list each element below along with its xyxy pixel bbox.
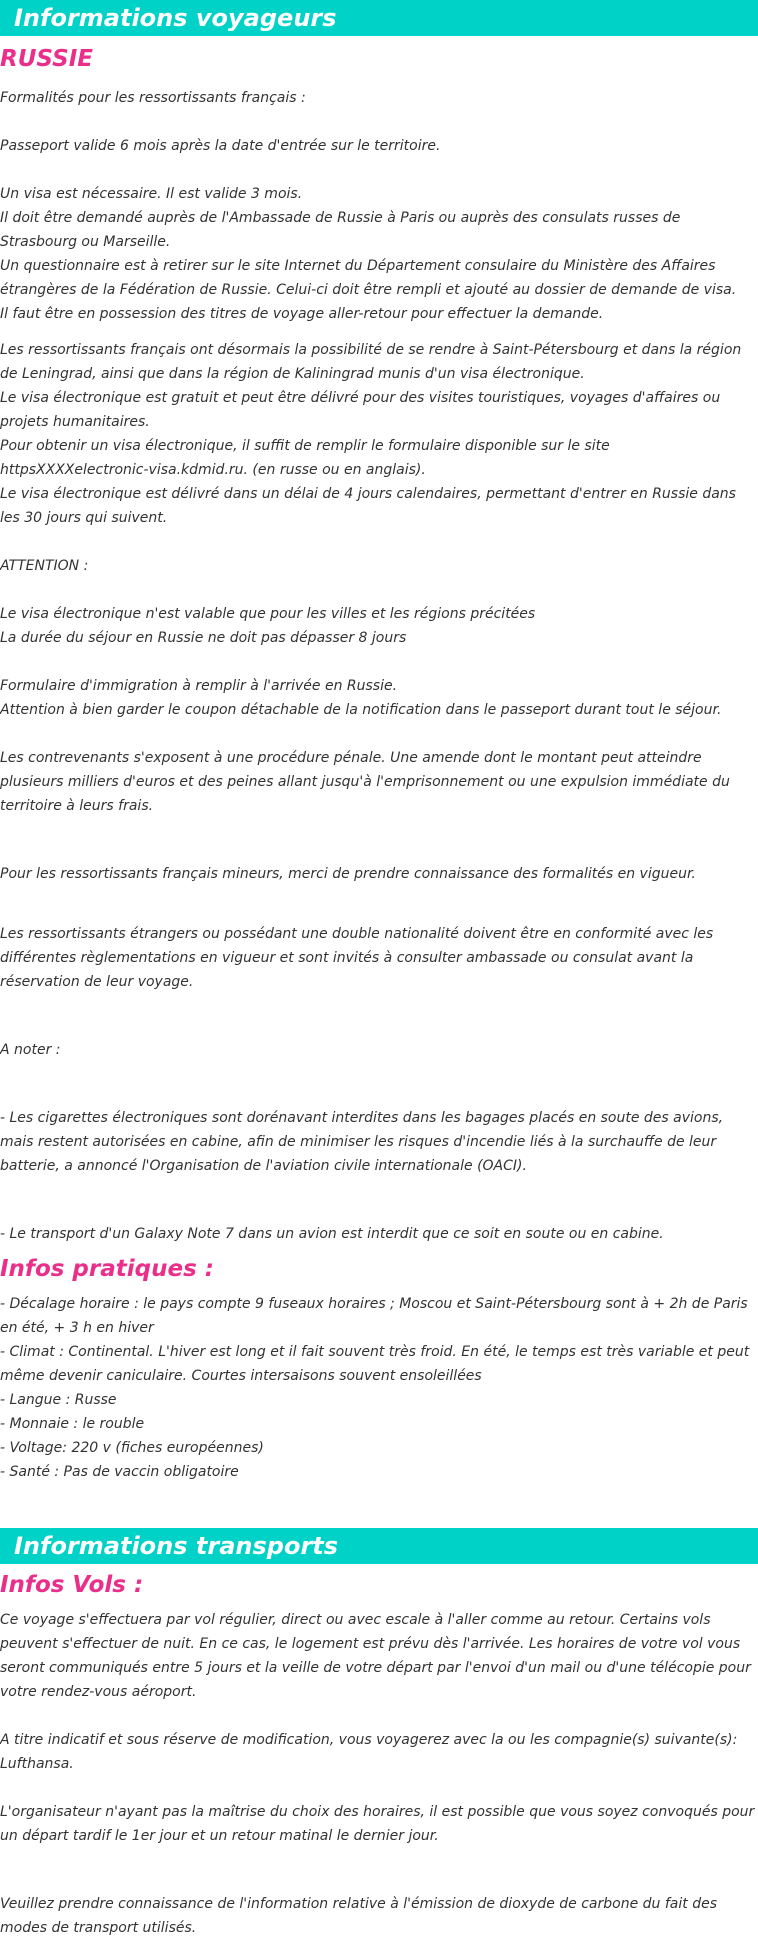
pratique-item: - Santé : Pas de vaccin obligatoire — [0, 1464, 239, 1480]
infos-pratiques-heading: Infos pratiques : — [0, 1256, 214, 1282]
evisa-line: Le visa électronique est gratuit et peut être délivré pour des visites touristiques, voyages d'affaires ou projets humanitaires. — [0, 390, 721, 430]
note-cigarettes: - Les cigarettes électroniques sont dorénavant interdites dans les bagages placés en soute des avions, mais restent autorisées en cabine, afin de minimiser les risques d'incendie liés à la surchauffe de leur batterie, a annoncé l'Organisation de l'aviation civile internationale (OACI). — [0, 1110, 724, 1174]
attention-line: La durée du séjour en Russie ne doit pas dépasser 8 jours — [0, 630, 407, 646]
flights-paragraph: Ce voyage s'effectuera par vol régulier, direct ou avec escale à l'aller comme au retour. Certains vols peuvent s'effectuer de nuit. En ce cas, le logement est prévu dès l'arrivée. Les horaires de votre vol vous seront communiqués entre 5 jours et la veille de votre départ par l'envoi d'un mail ou d'une télécopie pour votre rendez-vous aéroport. — [0, 1612, 751, 1700]
banner-informations-transports: Informations transports — [0, 1528, 758, 1564]
visa-line: Il faut être en possession des titres de voyage aller-retour pour effectuer la demande. — [0, 306, 604, 322]
immigration-line: Attention à bien garder le coupon détachable de la notification dans le passeport durant tout le séjour. — [0, 702, 722, 718]
pratique-item: - Voltage: 220 v (fiches européennes) — [0, 1440, 264, 1456]
country-heading: RUSSIE — [0, 46, 93, 72]
note-galaxy: - Le transport d'un Galaxy Note 7 dans un avion est interdit que ce soit en soute ou en cabine. — [0, 1226, 664, 1242]
pratique-item: - Climat : Continental. L'hiver est long et il fait souvent très froid. En été, le temps est très variable et peut même devenir caniculaire. Courtes intersaisons souvent ensoleillées — [0, 1344, 750, 1384]
pratique-item: - Monnaie : le rouble — [0, 1416, 145, 1432]
attention-label: ATTENTION : — [0, 558, 89, 574]
visa-line: Un questionnaire est à retirer sur le site Internet du Département consulaire du Ministère des Affaires étrangères de la Fédération de Russie. Celui-ci doit être rempli et ajouté au dossier de demande de visa. — [0, 258, 737, 298]
evisa-line: Le visa électronique est délivré dans un délai de 4 jours calendaires, permettant d'entrer en Russie dans les 30 jours qui suivent. — [0, 486, 736, 526]
penalties-paragraph: Les contrevenants s'exposent à une procédure pénale. Une amende dont le montant peut atteindre plusieurs milliers d'euros et des peines allant jusqu'à l'emprisonnement ou une expulsion immédiate du territoire à leurs frais. — [0, 750, 730, 814]
schedule-paragraph: L'organisateur n'ayant pas la maîtrise du choix des horaires, il est possible que vous soyez convoqués pour un départ tardif le 1er jour et un retour matinal le dernier jour. — [0, 1804, 755, 1844]
co2-paragraph: Veuillez prendre connaissance de l'information relative à l'émission de dioxyde de carbone du fait des modes de transport utilisés. — [0, 1896, 717, 1936]
infos-vols-heading: Infos Vols : — [0, 1572, 144, 1598]
minors-paragraph: Pour les ressortissants français mineurs, merci de prendre connaissance des formalités en vigueur. — [0, 866, 696, 882]
foreigners-paragraph: Les ressortissants étrangers ou possédant une double nationalité doivent être en conformité avec les différentes règlementations en vigueur et sont invités à consulter ambassade ou consulat avant la réservation de leur voyage. — [0, 926, 714, 990]
formalities-intro: Formalités pour les ressortissants français : — [0, 90, 306, 106]
evisa-line: Les ressortissants français ont désormais la possibilité de se rendre à Saint-Pétersbourg et dans la région de Leningrad, ainsi que dans la région de Kaliningrad munis d'un visa électronique. — [0, 342, 742, 382]
visa-line: Un visa est nécessaire. Il est valide 3 mois. — [0, 186, 303, 202]
pratique-item: - Décalage horaire : le pays compte 9 fuseaux horaires ; Moscou et Saint-Pétersbourg sont à + 2h de Paris en été, + 3 h en hiver — [0, 1296, 748, 1336]
passport-requirement: Passeport valide 6 mois après la date d'entrée sur le territoire. — [0, 138, 441, 154]
airlines-paragraph: A titre indicatif et sous réserve de modification, vous voyagerez avec la ou les compagnie(s) suivante(s): Lufthansa. — [0, 1732, 738, 1772]
note-label: A noter : — [0, 1042, 61, 1058]
attention-line: Le visa électronique n'est valable que pour les villes et les régions précitées — [0, 606, 536, 622]
evisa-line: Pour obtenir un visa électronique, il suffit de remplir le formulaire disponible sur le site httpsXXXXelectronic-visa.kdmid.ru. (en russe ou en anglais). — [0, 438, 610, 478]
banner-informations-voyageurs: Informations voyageurs — [0, 0, 758, 36]
visa-line: Il doit être demandé auprès de l'Ambassade de Russie à Paris ou auprès des consulats russes de Strasbourg ou Marseille. — [0, 210, 681, 250]
immigration-line: Formulaire d'immigration à remplir à l'arrivée en Russie. — [0, 678, 398, 694]
pratique-item: - Langue : Russe — [0, 1392, 117, 1408]
